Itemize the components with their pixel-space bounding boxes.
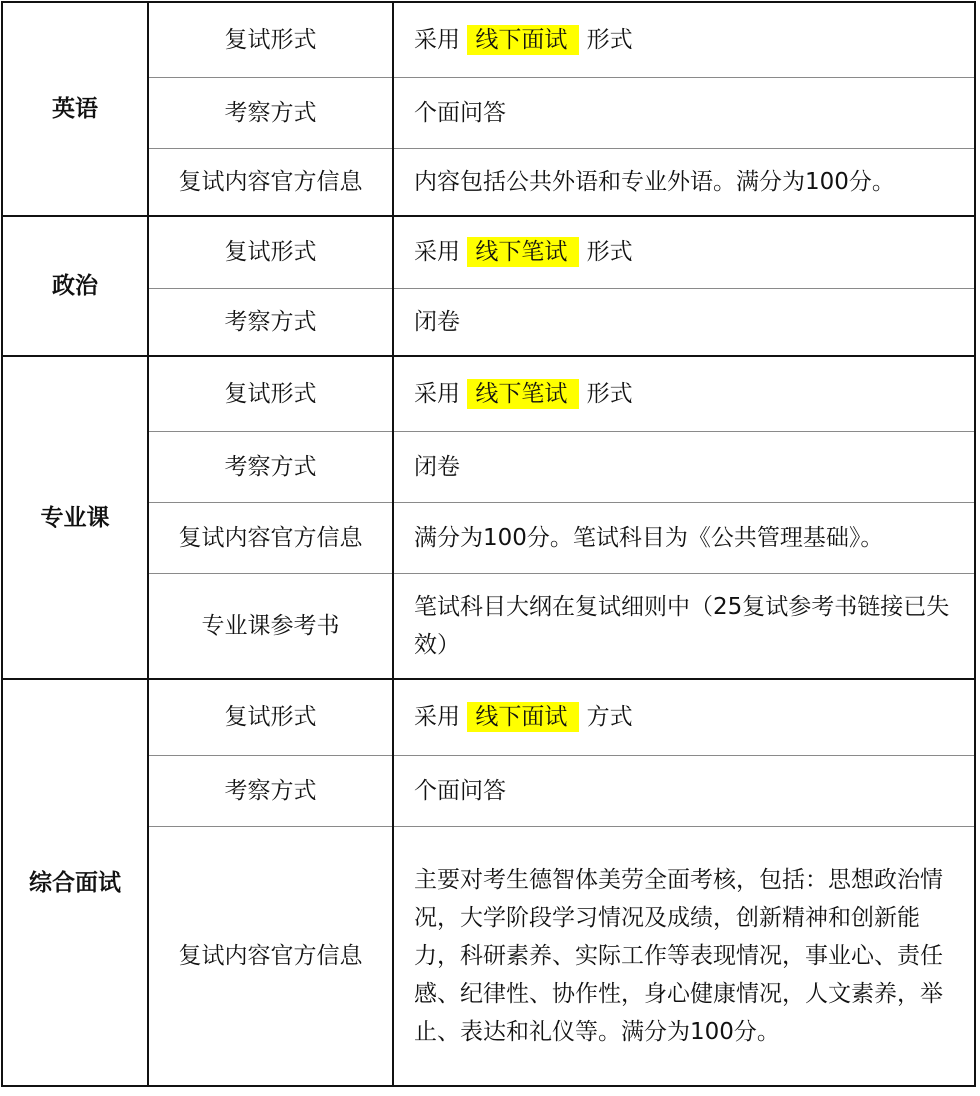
row-value <box>393 216 975 288</box>
table-row <box>2 77 975 148</box>
highlighted-mode: 线下面试 <box>467 25 579 55</box>
row-value: 闭卷 <box>393 431 975 502</box>
section-title-comprehensive-interview: 综合面试 <box>2 679 148 1086</box>
table-row <box>2 755 975 826</box>
row-label: 复试形式 <box>148 679 393 755</box>
section-title-politics: 政治 <box>2 216 148 356</box>
table-row <box>2 431 975 502</box>
row-value: 个面问答 <box>393 77 975 148</box>
section-title-major-course: 专业课 <box>2 356 148 679</box>
value-suffix: 形式 <box>586 380 633 407</box>
table-row <box>2 356 975 431</box>
table-row <box>2 148 975 216</box>
table-row <box>2 2 975 77</box>
row-label: 复试形式 <box>148 356 393 431</box>
table-row <box>2 216 975 288</box>
highlighted-mode: 线下面试 <box>467 702 579 732</box>
row-label: 复试形式 <box>148 2 393 77</box>
row-value: 内容包括公共外语和专业外语。满分为100分。 <box>393 148 975 216</box>
row-value: 闭卷 <box>393 288 975 356</box>
row-value: 笔试科目大纲在复试细则中（25复试参考书链接已失效） <box>393 573 975 679</box>
section-title-english: 英语 <box>2 2 148 216</box>
table-row <box>2 679 975 755</box>
table-row <box>2 826 975 1086</box>
row-label: 考察方式 <box>148 431 393 502</box>
value-prefix: 采用 <box>414 26 460 53</box>
table-row <box>2 502 975 573</box>
row-value: 个面问答 <box>393 755 975 826</box>
row-label: 复试形式 <box>148 216 393 288</box>
highlighted-mode: 线下笔试 <box>467 379 579 409</box>
row-value: 满分为100分。笔试科目为《公共管理基础》。 <box>393 502 975 573</box>
row-value: 主要对考生德智体美劳全面考核，包括：思想政治情况，大学阶段学习情况及成绩，创新精神和创新能力，科研素养、实际工作等表现情况，事业心、责任感、纪律性、协作性，身心健康情况，人文素养，举止、表达和礼仪等。满分为100分。 <box>393 826 975 1086</box>
table-row <box>2 573 975 679</box>
table-row <box>2 288 975 356</box>
row-label: 复试内容官方信息 <box>148 148 393 216</box>
retest-info-table <box>1 1 976 1087</box>
value-suffix: 形式 <box>586 26 633 53</box>
highlighted-mode: 线下笔试 <box>467 237 579 267</box>
row-label: 专业课参考书 <box>148 573 393 679</box>
row-label: 复试内容官方信息 <box>148 502 393 573</box>
value-prefix: 采用 <box>414 704 460 731</box>
row-label: 考察方式 <box>148 755 393 826</box>
row-value <box>393 2 975 77</box>
row-label: 复试内容官方信息 <box>148 826 393 1086</box>
value-suffix: 方式 <box>586 704 633 731</box>
row-value <box>393 356 975 431</box>
value-prefix: 采用 <box>414 239 460 266</box>
row-value <box>393 679 975 755</box>
row-label: 考察方式 <box>148 77 393 148</box>
value-suffix: 形式 <box>586 239 633 266</box>
row-label: 考察方式 <box>148 288 393 356</box>
value-prefix: 采用 <box>414 380 460 407</box>
